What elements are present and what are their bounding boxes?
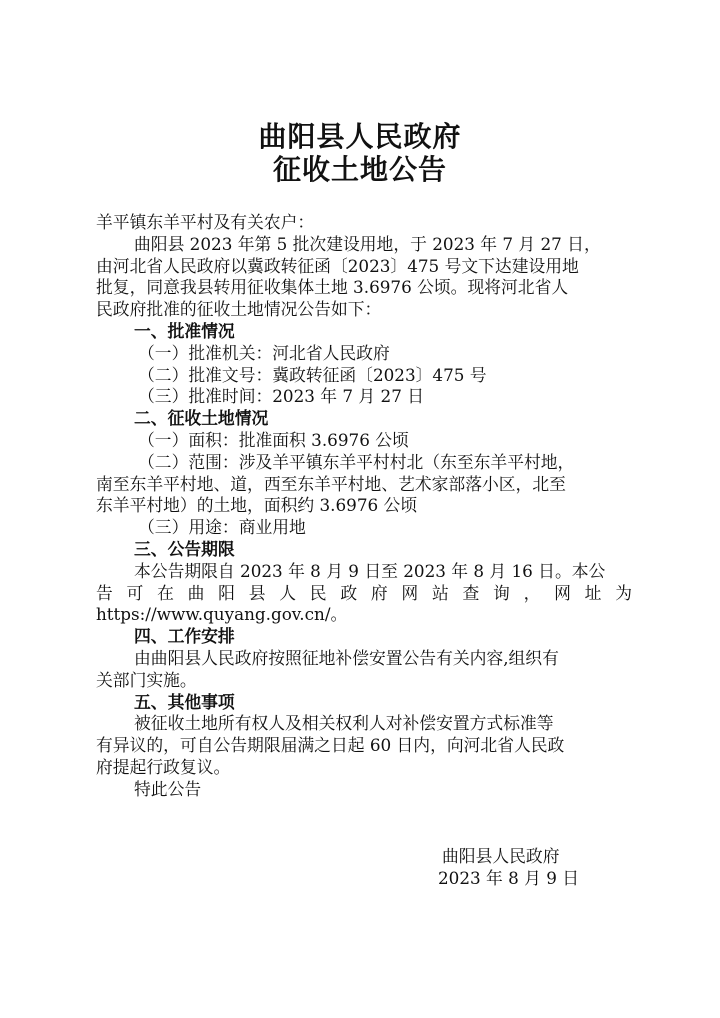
land-area: （一）面积：批准面积 3.6976 公顷 xyxy=(138,429,409,450)
intro-line: 批复，同意我县转用征收集体土地 3.6976 公顷。现将河北省人 xyxy=(96,277,569,298)
land-scope-line: 东羊平村地）的土地，面积约 3.6976 公顷 xyxy=(96,495,418,516)
addressee: 羊平镇东羊平村及有关农户： xyxy=(96,212,315,232)
intro-line: 由河北省人民政府以冀政转征函〔2023〕475 号文下达建设用地 xyxy=(96,255,579,276)
other-line: 有异议的，可自公告期限届满之日起 60 日内，向河北省人民政 xyxy=(96,735,565,756)
document-body xyxy=(96,212,632,801)
section-heading-approval: 一、批准情况 xyxy=(134,320,235,341)
period-line: 告可在曲阳县人民政府网站查询，网址为 xyxy=(96,582,632,603)
approval-item: （三）批准时间：2023 年 7 月 27 日 xyxy=(138,386,425,407)
section-heading-arrangement: 四、工作安排 xyxy=(134,626,235,647)
land-scope-line: 南至东羊平村地、道，西至东羊平村地、艺术家部落小区，北至 xyxy=(96,473,566,494)
closing-remark: 特此公告 xyxy=(134,778,202,799)
land-scope-line: （二）范围：涉及羊平镇东羊平村村北（东至东羊平村地， xyxy=(138,451,575,472)
land-use: （三）用途：商业用地 xyxy=(138,517,306,538)
section-heading-land: 二、征收土地情况 xyxy=(134,408,269,429)
approval-item: （二）批准文号：冀政转征函〔2023〕475 号 xyxy=(138,364,487,385)
approval-item: （一）批准机关：河北省人民政府 xyxy=(138,342,390,363)
arrangement-line: 由曲阳县人民政府按照征地补偿安置公告有关内容,组织有 xyxy=(134,647,559,668)
signature-date: 2023 年 8 月 9 日 xyxy=(438,868,580,888)
section-heading-period: 三、公告期限 xyxy=(134,538,235,559)
section-heading-other: 五、其他事项 xyxy=(134,691,235,712)
other-line: 被征收土地所有权人及相关权利人对补偿安置方式标准等 xyxy=(134,713,554,734)
intro-line: 曲阳县 2023 年第 5 批次建设用地，于 2023 年 7 月 27 日， xyxy=(134,233,601,254)
arrangement-line: 关部门实施。 xyxy=(96,669,197,690)
signature-org: 曲阳县人民政府 xyxy=(442,846,560,866)
other-line: 府提起行政复议。 xyxy=(96,756,231,777)
document-title-line-1: 曲阳县人民政府 xyxy=(258,120,462,153)
period-line: 本公告期限自 2023 年 8 月 9 日至 2023 年 8 月 16 日。本公 xyxy=(134,560,606,581)
document-title-line-2: 征收土地公告 xyxy=(272,153,447,186)
period-url: https://www.quyang.gov.cn/。 xyxy=(96,604,348,625)
intro-line: 民政府批准的征收土地情况公告如下： xyxy=(96,299,382,320)
